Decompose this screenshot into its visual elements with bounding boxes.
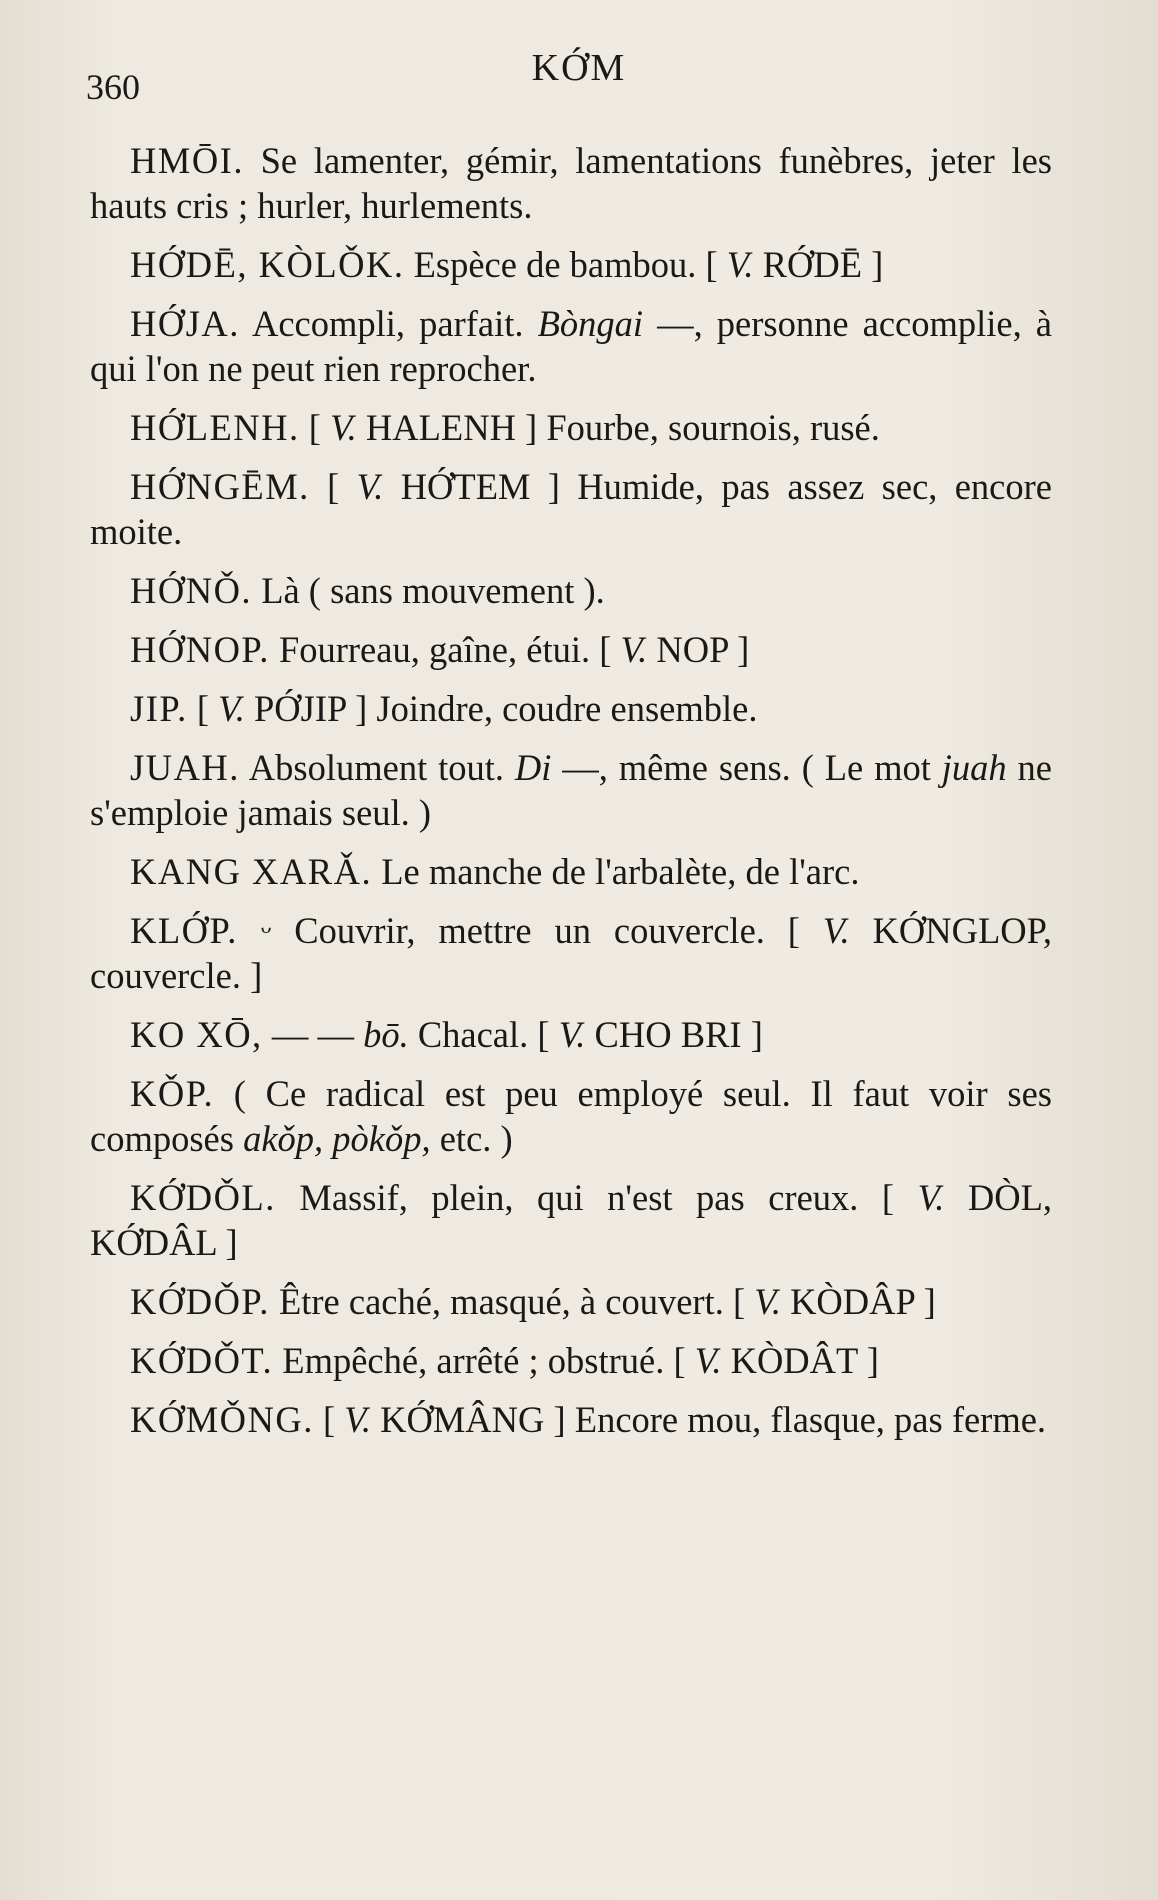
- dictionary-entry: [90, 849, 1052, 894]
- dictionary-entries: [90, 138, 1052, 1456]
- definition-text: Massif, plein, qui n'est pas creux. [: [275, 1177, 918, 1218]
- dictionary-entry: [90, 1071, 1052, 1161]
- italic-text: V.: [694, 1340, 722, 1381]
- headword: JUAH.: [130, 747, 240, 788]
- definition-text: RỚDĒ ]: [753, 244, 884, 285]
- italic-text: V.: [558, 1014, 586, 1055]
- headword: KLỚP.: [130, 910, 238, 951]
- italic-text: V.: [330, 407, 357, 448]
- italic-text: juah: [941, 747, 1007, 788]
- dictionary-entry: [90, 908, 1052, 998]
- dictionary-entry: [90, 138, 1052, 228]
- definition-text: [: [313, 1399, 345, 1440]
- definition-text: Accompli, parfait.: [239, 303, 538, 344]
- italic-text: V.: [218, 688, 245, 729]
- italic-text: V.: [822, 910, 850, 951]
- definition-text: NOP ]: [647, 629, 750, 670]
- dictionary-entry: [90, 745, 1052, 835]
- dictionary-entry: [90, 1338, 1052, 1383]
- headword: HỚNOP.: [130, 629, 270, 670]
- headword: HỚNǑ.: [130, 570, 253, 611]
- italic-text: Di: [514, 747, 552, 788]
- headword: HỚLENH.: [130, 407, 300, 448]
- headword: KỚMǑNG.: [130, 1399, 314, 1440]
- definition-text: Le manche de l'arbalète, de l'arc.: [372, 851, 860, 892]
- definition-text: CHO BRI ]: [585, 1014, 763, 1055]
- dictionary-entry: [90, 405, 1052, 450]
- dictionary-entry: [90, 301, 1052, 391]
- definition-text: [: [309, 466, 357, 507]
- headword: KǑP.: [130, 1073, 215, 1114]
- definition-text: [: [299, 407, 331, 448]
- headword: JIP.: [130, 688, 188, 729]
- definition-text: HỚTEM ] Humide, pas assez sec, encore moite.: [90, 466, 1052, 552]
- definition-text: — —: [262, 1014, 364, 1055]
- definition-text: Espèce de bambou. [: [404, 244, 727, 285]
- definition-text: Empêché, arrêté ; obstrué. [: [273, 1340, 695, 1381]
- definition-text: —, personne accomplie, à qui l'on ne peut rien reprocher.: [90, 303, 1052, 389]
- italic-text: akǒp, pòkǒp,: [243, 1118, 431, 1159]
- dictionary-entry: [90, 1397, 1052, 1442]
- dictionary-entry: [90, 1279, 1052, 1324]
- definition-text: ne s'emploie jamais seul. ): [90, 747, 1052, 833]
- italic-text: V.: [917, 1177, 945, 1218]
- headword: HỚNGĒM.: [130, 466, 310, 507]
- italic-text: V.: [726, 244, 754, 285]
- italic-text: V.: [356, 466, 384, 507]
- headword: HMŌI.: [130, 140, 244, 181]
- headword: KO XŌ,: [130, 1014, 263, 1055]
- running-head: KỚM: [531, 47, 627, 89]
- definition-text: ᵕ Couvrir, mettre un couvercle. [: [237, 910, 823, 951]
- headword: KANG XARǍ.: [130, 851, 373, 892]
- dictionary-entry: [90, 242, 1052, 287]
- definition-text: Être caché, masqué, à couvert. [: [269, 1281, 755, 1322]
- italic-text: V.: [620, 629, 648, 670]
- definition-text: Chacal. [: [408, 1014, 559, 1055]
- headword: HỚDĒ, KÒLǑK.: [130, 244, 405, 285]
- dictionary-entry: [90, 1012, 1052, 1057]
- definition-text: KỚMÂNG ] Encore mou, flasque, pas ferme.: [371, 1399, 1047, 1440]
- headword: KỚDǑT.: [130, 1340, 274, 1381]
- definition-text: [: [187, 688, 219, 729]
- definition-text: ( Ce radical est peu employé seul. Il faut voir ses composés: [90, 1073, 1052, 1159]
- dictionary-entry: [90, 1175, 1052, 1265]
- definition-text: HALENH ] Fourbe, sournois, rusé.: [356, 407, 880, 448]
- italic-text: V.: [344, 1399, 371, 1440]
- definition-text: etc. ): [430, 1118, 513, 1159]
- italic-text: Bòngai: [537, 303, 643, 344]
- definition-text: Fourreau, gaîne, étui. [: [269, 629, 621, 670]
- dictionary-entry: [90, 464, 1052, 554]
- definition-text: PỚJIP ] Joindre, coudre ensemble.: [244, 688, 758, 729]
- dictionary-entry: [90, 627, 1052, 672]
- headword: KỚDǑP.: [130, 1281, 270, 1322]
- definition-text: KÒDÂP ]: [780, 1281, 936, 1322]
- headword: HỚJA.: [130, 303, 240, 344]
- definition-text: Se lamenter, gémir, lamentations funèbres, jeter les hauts cris ; hurler, hurlements.: [90, 140, 1052, 226]
- italic-text: V.: [754, 1281, 781, 1322]
- definition-text: Là ( sans mouvement ).: [252, 570, 605, 611]
- definition-text: —, même sens. ( Le mot: [551, 747, 942, 788]
- page-number: 360: [86, 67, 140, 107]
- dictionary-entry: [90, 686, 1052, 731]
- dictionary-entry: [90, 568, 1052, 613]
- italic-text: bō.: [363, 1014, 409, 1055]
- definition-text: Absolument tout.: [239, 747, 515, 788]
- definition-text: KÒDÂT ]: [721, 1340, 879, 1381]
- definition-text: DÒL, KỚDÂL ]: [90, 1177, 1052, 1263]
- definition-text: KỚNGLOP, couvercle. ]: [90, 910, 1052, 996]
- headword: KỚDǑL.: [130, 1177, 276, 1218]
